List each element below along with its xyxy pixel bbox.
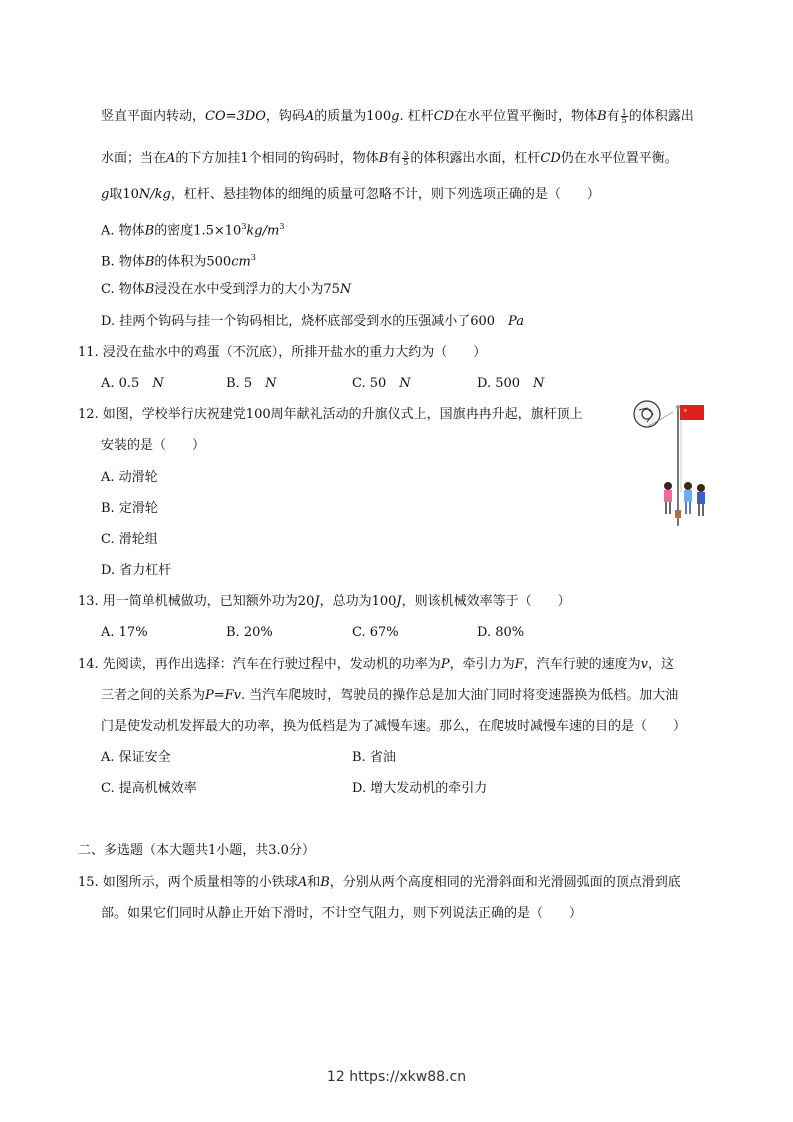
q12-option-c[interactable]: C. 滑轮组	[101, 532, 158, 547]
svg-text:★: ★	[683, 408, 688, 414]
q11-option-c[interactable]: C. 50 N	[352, 376, 411, 391]
q11-option-d[interactable]: D. 500 N	[477, 376, 545, 391]
flagpole-illustration	[633, 398, 713, 530]
q10-stem-line3: g取10N/kg，杠杆、悬挂物体的细绳的质量可忽略不计，则下列选项正确的是（ ）	[101, 187, 600, 202]
q10-option-b[interactable]: B. 物体B的体积为$500cm^3$	[101, 253, 256, 270]
q12-stem-line1: 12. 如图，学校举行庆祝建党100周年献礼活动的升旗仪式上，国旗冉冉升起，旗杆顶上	[78, 407, 583, 422]
page-footer	[0, 1069, 793, 1085]
fraction-one-fifth: $\frac{1}{5}$	[621, 108, 627, 125]
q14-option-c[interactable]: C. 提高机械效率	[101, 781, 197, 796]
q14-option-d[interactable]: D. 增大发动机的牵引力	[352, 781, 488, 796]
q12-option-d[interactable]: D. 省力杠杆	[101, 563, 172, 578]
children-figures	[664, 482, 705, 518]
section-heading-multiple-choice: 二、多选题（本大题共1小题，共3.0分）	[78, 843, 315, 858]
q12-option-a[interactable]: A. 动滑轮	[101, 470, 158, 485]
q13-option-a[interactable]: A. 17%	[101, 625, 148, 640]
q15-stem-line1: 15. 如图所示，两个质量相等的小铁球A和B，分别从两个高度相同的光滑斜面和光滑圆弧面的顶点滑到底	[78, 875, 681, 890]
q15-stem-line2: 部。如果它们同时从静止开始下滑时，不计空气阻力，则下列说法正确的是（ ）	[101, 906, 583, 921]
q11-option-b[interactable]: B. 5 N	[226, 376, 277, 391]
q13-option-b[interactable]: B. 20%	[226, 625, 273, 640]
q10-stem-line2: 水面；当在A的下方加挂1个相同的钩码时，物体B有 $\frac{3}{5}$ 的体积露出水面，杠杆CD仍在水平位置平衡。	[101, 150, 678, 167]
q13-stem: 13. 用一简单机械做功，已知额外功为20J，总功为100J，则该机械效率等于（ ）	[78, 594, 571, 609]
q14-option-a[interactable]: A. 保证安全	[101, 750, 171, 765]
q14-stem-line2: 三者之间的关系为P=Fv. 当汽车爬坡时，驾驶员的操作总是加大油门同时将变速器换为低档。加大油	[101, 688, 679, 703]
q14-stem-line3: 门是使发动机发挥最大的功率，换为低档是为了减慢车速。那么，在爬坡时减慢车速的目的是（ ）	[101, 719, 687, 734]
q10-stem-line1: 竖直平面内转动，CO=3DO，钩码A的质量为100g. 杠杆CD在水平位置平衡时，物体B有 $\frac{1}{5}$ 的体积露出	[101, 108, 694, 125]
q14-option-b[interactable]: B. 省油	[352, 750, 396, 765]
q13-option-d[interactable]: D. 80%	[477, 625, 525, 640]
q11-option-a[interactable]: A. 0.5 N	[101, 376, 164, 391]
page-number: 12	[326, 1069, 345, 1085]
q12-option-b[interactable]: B. 定滑轮	[101, 501, 158, 516]
q11-stem: 11. 浸没在盐水中的鸡蛋（不沉底），所排开盐水的重力大约为（ ）	[78, 345, 487, 360]
q12-stem-line2: 安装的是（ ）	[101, 438, 206, 453]
q10-option-d[interactable]: D. 挂两个钩码与挂一个钩码相比，烧杯底部受到水的压强减小了600 Pa	[101, 314, 524, 329]
q10-option-a[interactable]: A. 物体B的密度$1.5\times 10^3kg/m^3$	[101, 222, 285, 239]
footer-url[interactable]: https://xkw88.cn	[349, 1069, 467, 1085]
fraction-three-fifths: $\frac{3}{5}$	[403, 150, 409, 167]
q13-option-c[interactable]: C. 67%	[352, 625, 399, 640]
q10-option-c[interactable]: C. 物体B浸没在水中受到浮力的大小为75N	[101, 282, 352, 297]
q14-stem-line1: 14. 先阅读，再作出选择：汽车在行驶过程中，发动机的功率为P，牵引力为F，汽车行驶的速度为v，这	[78, 657, 674, 672]
